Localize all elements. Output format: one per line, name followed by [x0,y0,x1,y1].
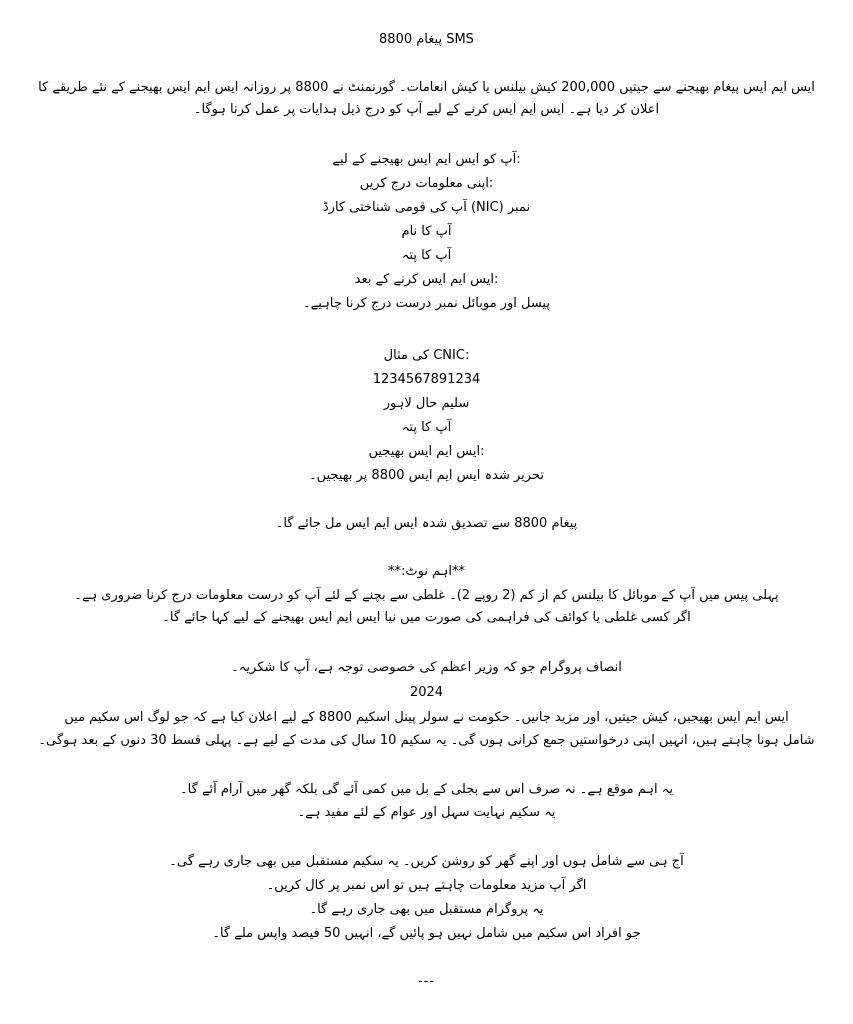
opportunity-line: یہ سکیم نہایت سہل اور عوام کے لئے مفید ہے۔ [297,805,556,820]
example-line: آپ کا پتہ [401,420,452,435]
intro-line: اعلان کر دیا ہے۔ ایس ایم ایس کرنے کے لیے آپ کو درج ذیل ہدایات پر عمل کرنا ہوگا۔ [193,102,660,117]
opportunity-line: یہ اہم موقع ہے۔ نہ صرف اس سے بجلی کے بل میں کمی آئے گی بلکہ گھر میں آرام آئے گا۔ [180,782,673,797]
instruction-line: پیسل اور موبائل نمبر درست درج کرنا چاہیے۔ [303,296,550,311]
example-line: تحریر شدہ ایس ایم ایس 8800 پر بھیجیں۔ [309,468,544,483]
solar-line: ایس ایم ایس بھیجیں، کیش جیتیں، اور مزید جانیں۔ حکومت نے سولر پینل اسکیم 8800 کے لیے اعلان کیا ہے کہ جو لوگ اس سکیم میں [64,710,789,725]
example-line: :ایس ایم ایس بھیجیں [368,444,485,459]
instruction-line: آپ کا نام [401,224,452,239]
note-line: اگر کسی غلطی یا کوائف کی فراہمی کی صورت میں نیا ایس ایم ایس بھیجنے کے لیے کہا جائے گا۔ [162,610,691,625]
instruction-line: آپ کا پتہ [401,248,452,263]
note-heading: **اہم نوٹ:** [388,564,465,579]
closing-line: یہ پروگرام مستقبل میں بھی جاری رہے گا۔ [309,902,544,917]
instruction-line: :ایس ایم ایس کرنے کے بعد [354,272,499,287]
year-line: 2024 [409,685,444,700]
note-line: پہلی پیس میں آپ کے موبائل کا بیلنس کم از کم (2 روپے 2)۔ غلطی سے بچنے کے لئے آپ کو درست معلومات درج کرنا ضروری ہے۔ [74,588,779,603]
closing-line: اگر آپ مزید معلومات چاہتے ہیں تو اس نمبر پر کال کریں۔ [266,878,587,893]
closing-line: جو افراد اس سکیم میں شامل نہیں ہو پائیں گے، انہیں 50 فیصد واپس ملے گا۔ [212,926,641,941]
example-line: سلیم حال لاہور [383,396,470,411]
instruction-line: :اپنی معلومات درج کریں [359,176,494,191]
example-line: 1234567891234 [372,372,481,387]
closing-line: آج ہی سے شامل ہوں اور اپنے گھر کو روشن کریں۔ یہ سکیم مستقبل میں بھی جاری رہے گی۔ [169,854,684,869]
instruction-line: :آپ کو ایس ایم ایس بھیجنے کے لیے [332,152,521,167]
example-line: :CNIC کی مثال [383,348,470,363]
thanks-line: انصاف پروگرام جو کہ وزیر اعظم کی خصوصی توجہ ہے، آپ کا شکریہ۔ [231,660,622,675]
document-title: SMS پیغام 8800 [379,32,474,47]
intro-line: ایس ایم ایس پیغام بھیجنے سے جیتیں 200,000 کیش بیلنس یا کیش انعامات۔ گورنمنٹ نے 8800 پر روزانہ ایس ایم ایس بھیجنے کے نئے طریقے کا [38,80,815,95]
solar-line: شامل ہونا چاہتے ہیں، انہیں اپنی درخواستیں جمع کرانی ہوں گی۔ یہ سکیم 10 سال کی مدت کے لیے ہے۔ پہلی قسط 30 دنوں کے بعد ہوگی۔ [38,733,815,748]
confirmation-line: پیغام 8800 سے تصدیق شدہ ایس ایم ایس مل جائے گا۔ [275,516,578,531]
instruction-line: نمبر (NIC) آپ کی قومی شناختی کارڈ [322,200,531,215]
divider: --- [417,974,436,989]
